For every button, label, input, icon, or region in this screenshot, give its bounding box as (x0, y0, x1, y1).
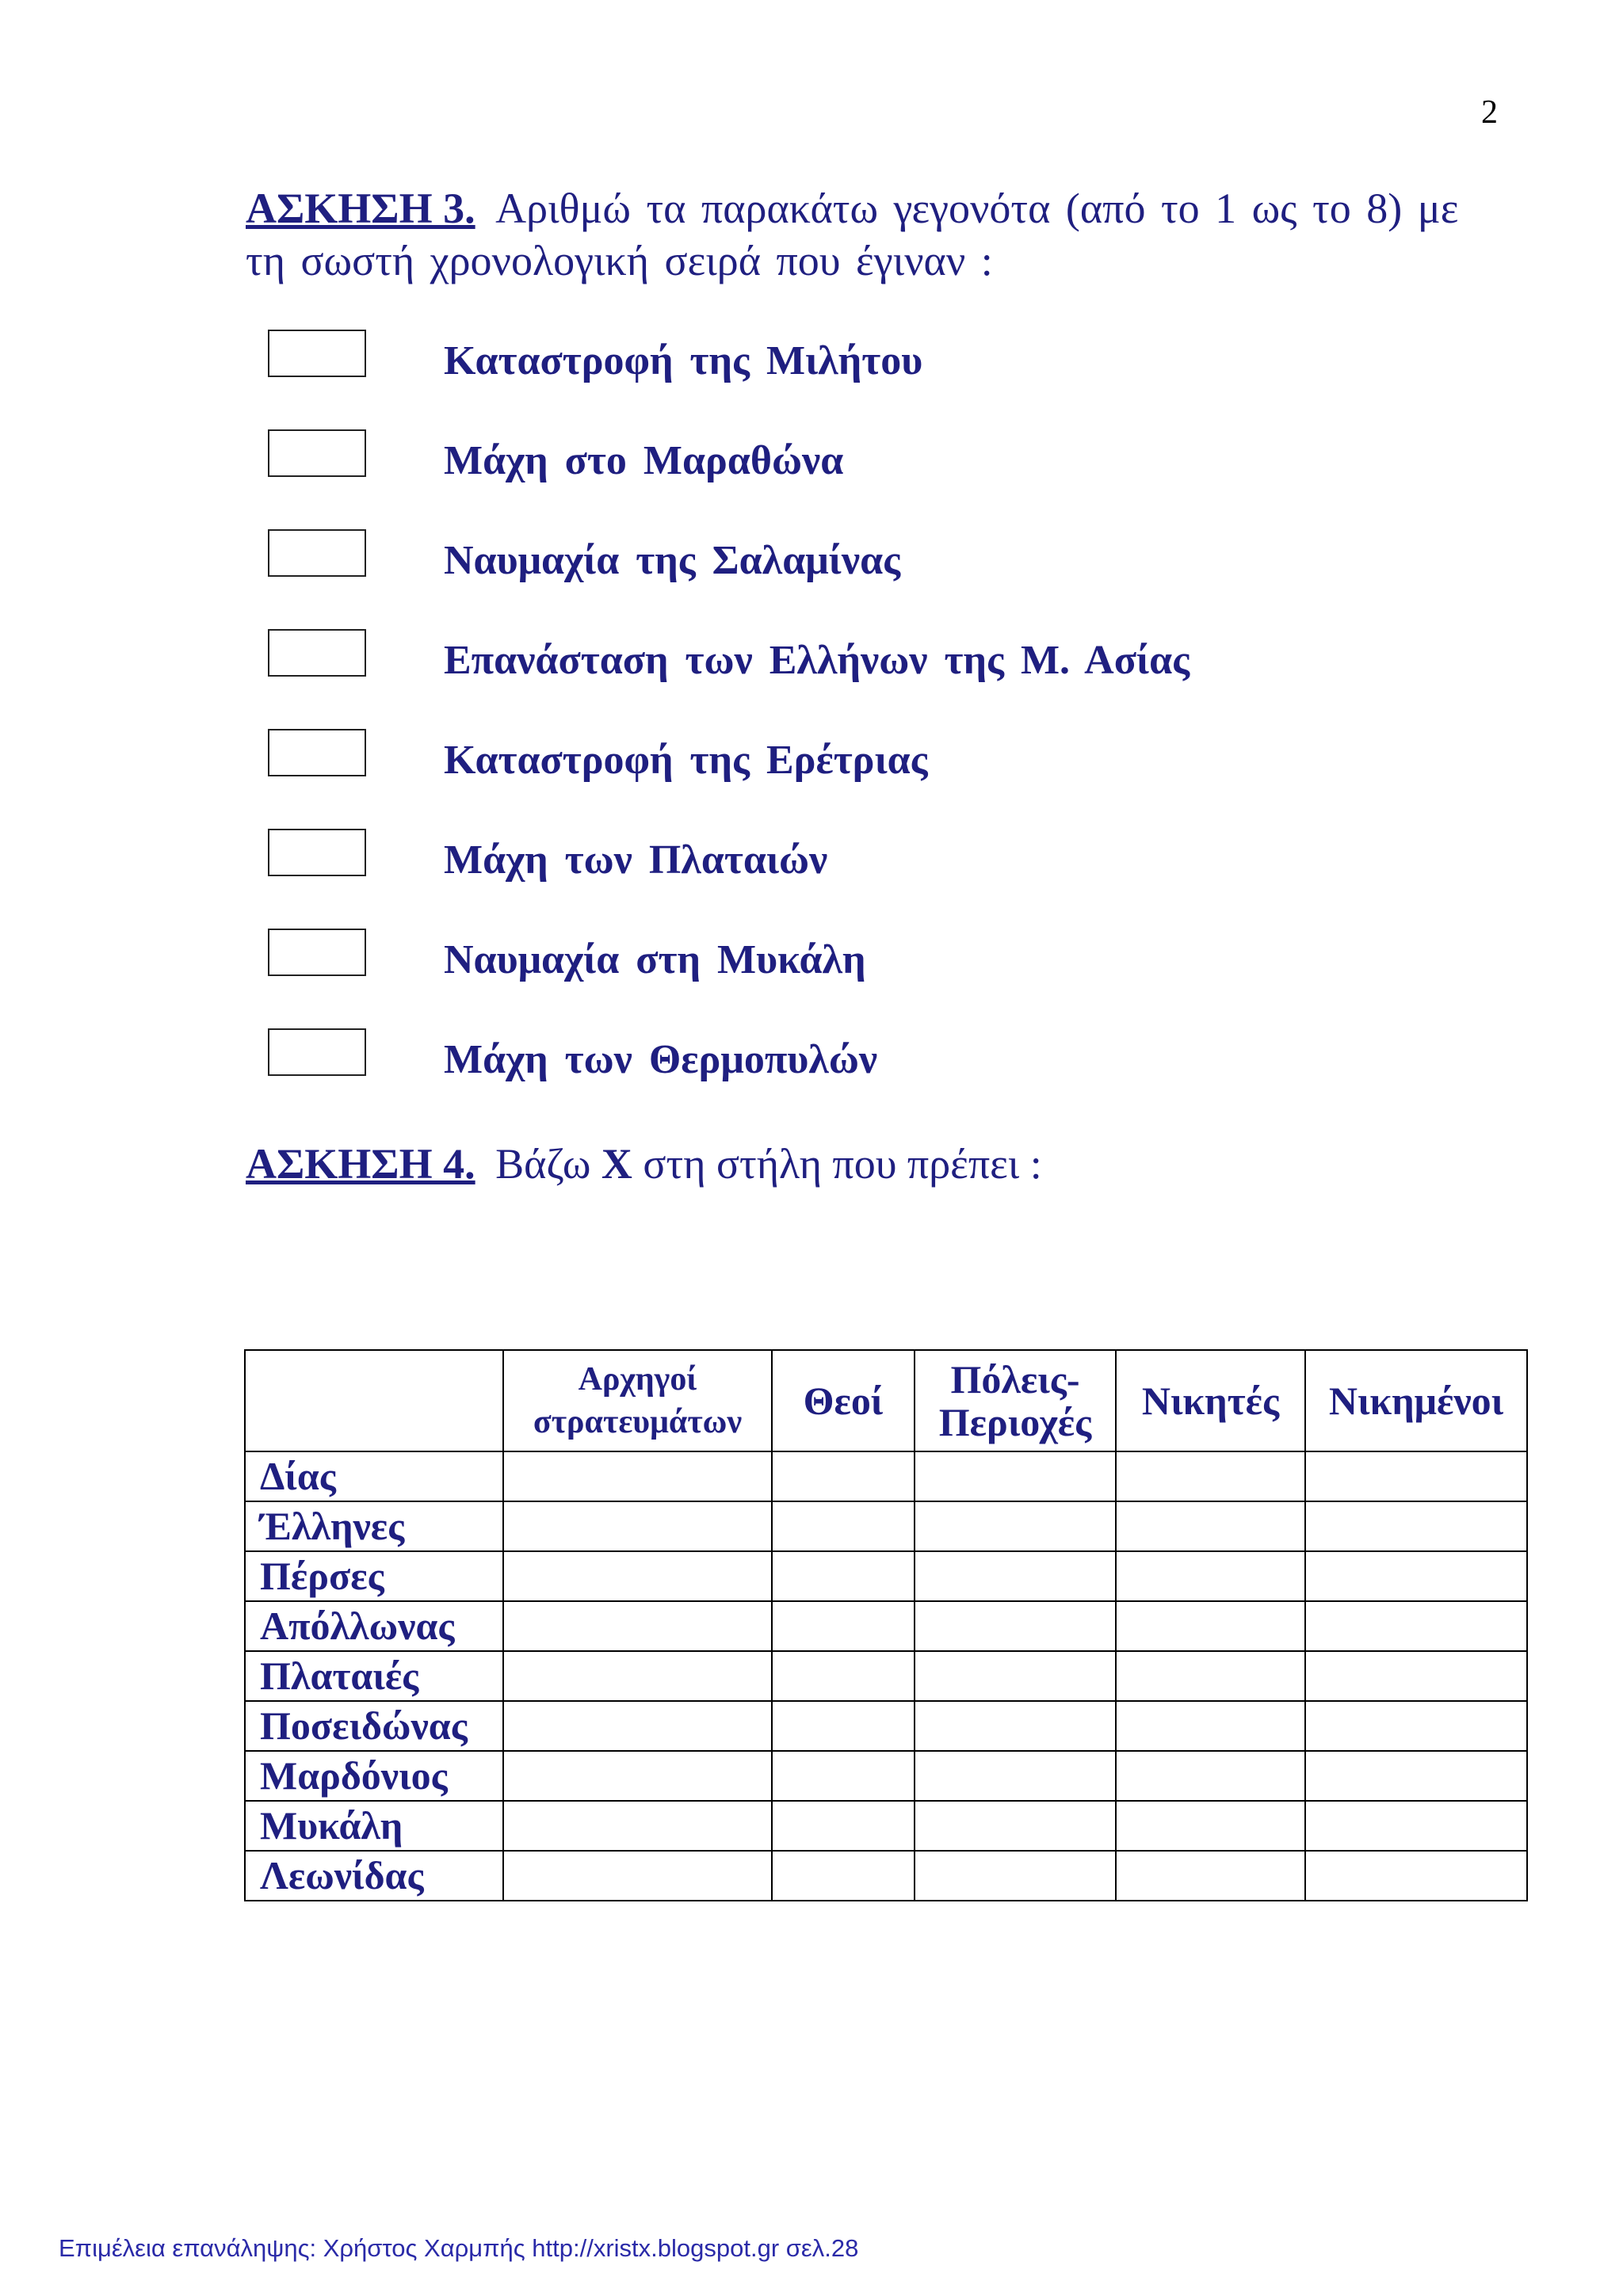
table-row (245, 1551, 1527, 1601)
event-row (268, 929, 1219, 1028)
column-header-leaders (503, 1350, 772, 1451)
row-label: Λεωνίδας (245, 1851, 503, 1901)
row-label: Πλαταιές (245, 1651, 503, 1701)
table-row (245, 1751, 1527, 1801)
table-header-row (245, 1350, 1527, 1451)
answer-cell[interactable] (503, 1551, 772, 1601)
answer-cell[interactable] (1116, 1751, 1305, 1801)
table-row (245, 1651, 1527, 1701)
answer-box[interactable] (268, 929, 366, 976)
answer-cell[interactable] (1305, 1551, 1527, 1601)
answer-cell[interactable] (772, 1451, 915, 1501)
exercise-4-heading (246, 1138, 1042, 1190)
answer-cell[interactable] (1305, 1501, 1527, 1551)
column-header-leaders-line2: στρατευμάτων (533, 1404, 743, 1440)
answer-box[interactable] (268, 729, 366, 776)
event-row (268, 729, 1219, 829)
event-label: Ναυμαχία της Σαλαμίνας (444, 538, 901, 583)
answer-box[interactable] (268, 429, 366, 477)
exercise-4-instruction-pre: Βάζω (495, 1140, 591, 1188)
event-label: Καταστροφή της Ερέτριας (444, 738, 928, 783)
row-label: Πέρσες (245, 1551, 503, 1601)
column-header-places-line2: Περιοχές (938, 1400, 1092, 1444)
footer-credit: Επιμέλεια επανάληψης: Χρήστος Χαρμπής http://xristx.blogspot.gr σελ.28 (59, 2234, 859, 2262)
answer-cell[interactable] (503, 1801, 772, 1851)
answer-cell[interactable] (1116, 1801, 1305, 1851)
answer-cell[interactable] (915, 1801, 1116, 1851)
event-label: Μάχη των Θερμοπυλών (444, 1037, 878, 1082)
answer-cell[interactable] (772, 1651, 915, 1701)
answer-cell[interactable] (772, 1801, 915, 1851)
answer-cell[interactable] (772, 1701, 915, 1751)
table-row (245, 1851, 1527, 1901)
answer-cell[interactable] (1305, 1701, 1527, 1751)
answer-cell[interactable] (915, 1751, 1116, 1801)
answer-cell[interactable] (1116, 1551, 1305, 1601)
exercise-3-instruction: Αριθμώ τα παρακάτω γεγονότα (από το 1 ως το 8) με τη σωστή χρονολογική σειρά που έγιναν : (246, 185, 1459, 284)
answer-cell[interactable] (1305, 1801, 1527, 1851)
column-header-winners: Νικητές (1116, 1350, 1305, 1451)
exercise-4-instruction-post: στη στήλη που πρέπει : (643, 1140, 1042, 1188)
page-number: 2 (1481, 94, 1498, 131)
answer-cell[interactable] (503, 1651, 772, 1701)
event-label: Επανάσταση των Ελλήνων της Μ. Ασίας (444, 638, 1190, 683)
row-label: Μυκάλη (245, 1801, 503, 1851)
row-label: Μαρδόνιος (245, 1751, 503, 1801)
column-header-places-line1: Πόλεις- (950, 1357, 1080, 1402)
answer-cell[interactable] (1116, 1851, 1305, 1901)
table-row (245, 1451, 1527, 1501)
answer-cell[interactable] (915, 1551, 1116, 1601)
exercise-4-title: ΑΣΚΗΣΗ 4. (246, 1140, 475, 1188)
row-label: Έλληνες (245, 1501, 503, 1551)
classification-table (244, 1349, 1528, 1901)
exercise-3-heading (246, 182, 1498, 287)
answer-cell[interactable] (503, 1451, 772, 1501)
answer-box[interactable] (268, 529, 366, 577)
answer-cell[interactable] (1305, 1751, 1527, 1801)
column-header-gods: Θεοί (772, 1350, 915, 1451)
answer-cell[interactable] (1305, 1601, 1527, 1651)
event-row (268, 629, 1219, 729)
table-row (245, 1701, 1527, 1751)
exercise-4-instruction-x: Χ (601, 1140, 632, 1188)
answer-cell[interactable] (915, 1451, 1116, 1501)
answer-cell[interactable] (915, 1851, 1116, 1901)
answer-box[interactable] (268, 829, 366, 876)
answer-cell[interactable] (1305, 1651, 1527, 1701)
table-row (245, 1501, 1527, 1551)
event-label: Μάχη των Πλαταιών (444, 837, 828, 883)
event-row (268, 1028, 1219, 1128)
answer-cell[interactable] (1116, 1701, 1305, 1751)
row-label: Απόλλωνας (245, 1601, 503, 1651)
answer-cell[interactable] (1305, 1851, 1527, 1901)
answer-cell[interactable] (772, 1501, 915, 1551)
row-label: Ποσειδώνας (245, 1701, 503, 1751)
answer-cell[interactable] (915, 1501, 1116, 1551)
answer-box[interactable] (268, 1028, 366, 1076)
answer-cell[interactable] (915, 1601, 1116, 1651)
event-label: Καταστροφή της Μιλήτου (444, 338, 923, 383)
answer-box[interactable] (268, 629, 366, 677)
answer-cell[interactable] (1116, 1601, 1305, 1651)
answer-cell[interactable] (915, 1701, 1116, 1751)
corner-cell (245, 1350, 503, 1451)
answer-cell[interactable] (503, 1751, 772, 1801)
table-row (245, 1601, 1527, 1651)
events-list (268, 330, 1219, 1128)
answer-cell[interactable] (503, 1501, 772, 1551)
answer-cell[interactable] (503, 1601, 772, 1651)
column-header-leaders-line1: Αρχηγοί (578, 1361, 697, 1398)
column-header-places (915, 1350, 1116, 1451)
answer-cell[interactable] (772, 1751, 915, 1801)
event-label: Ναυμαχία στη Μυκάλη (444, 937, 866, 982)
column-header-losers: Νικημένοι (1305, 1350, 1527, 1451)
answer-box[interactable] (268, 330, 366, 377)
answer-cell[interactable] (1116, 1501, 1305, 1551)
answer-cell[interactable] (772, 1851, 915, 1901)
answer-cell[interactable] (772, 1601, 915, 1651)
answer-cell[interactable] (915, 1651, 1116, 1701)
row-label: Δίας (245, 1451, 503, 1501)
event-label: Μάχη στο Μαραθώνα (444, 438, 844, 483)
event-row (268, 529, 1219, 629)
answer-cell[interactable] (772, 1551, 915, 1601)
answer-cell[interactable] (503, 1701, 772, 1751)
answer-cell[interactable] (1116, 1451, 1305, 1501)
table-row (245, 1801, 1527, 1851)
exercise-3-title: ΑΣΚΗΣΗ 3. (246, 185, 475, 232)
answer-cell[interactable] (503, 1851, 772, 1901)
event-row (268, 330, 1219, 429)
answer-cell[interactable] (1116, 1651, 1305, 1701)
event-row (268, 429, 1219, 529)
event-row (268, 829, 1219, 929)
answer-cell[interactable] (1305, 1451, 1527, 1501)
